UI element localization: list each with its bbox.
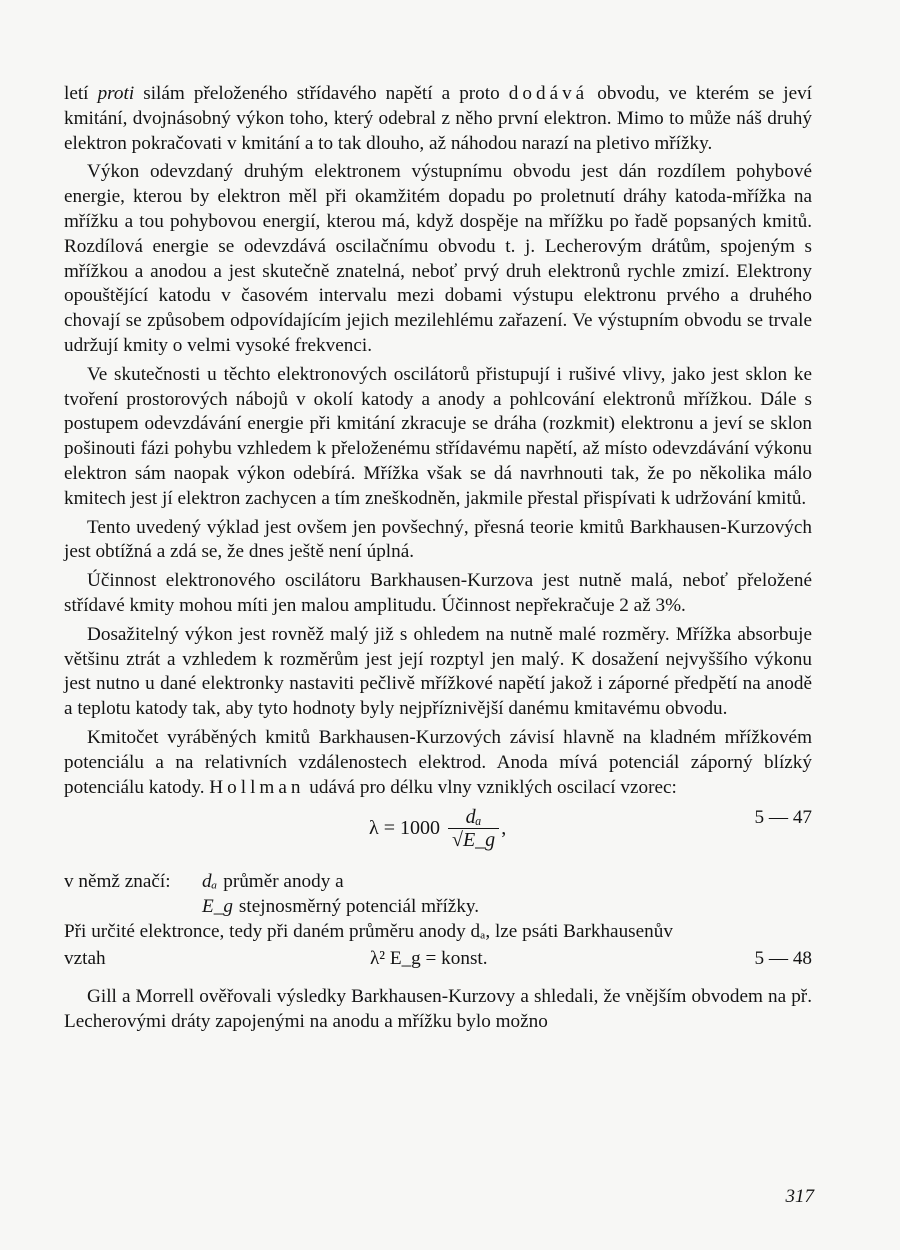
paragraph: Při určité elektronce, tedy při daném průměru anody dₐ, lze psáti Barkhausenův — [64, 920, 673, 942]
definition-symbol: E_g — [202, 896, 233, 918]
fraction-denominator: √E_g — [448, 828, 499, 851]
text: Kmitočet vyráběných kmitů Barkhausen-Kurzových závisí hlavně na kladném mřížkovém potenciálu a na relativních vzdálenostech elektrod. Anoda mívá potenciál záporný blízký potenciálu katody. — [64, 726, 812, 798]
page-number: 317 — [785, 1186, 814, 1207]
equation-number: 5 — 47 — [754, 807, 812, 829]
definition-lead: v němž značí: — [64, 871, 171, 893]
page-body — [64, 82, 812, 1038]
fraction — [448, 806, 499, 851]
text: silám přeloženého střídavého napětí a proto — [134, 83, 509, 104]
formula — [369, 806, 506, 851]
equation-5-48 — [64, 945, 812, 975]
paragraph — [64, 82, 812, 156]
equation-lead: vztah — [64, 947, 106, 969]
paragraph: Výkon odevzdaný druhým elektronem výstupnímu obvodu jest dán rozdílem pohybové energie, kterou by elektron měl při okamžitém dopadu po proletnutí dráhy katoda-mřížka na mřížku a tou pohybovou energií, kterou má, když dospěje na mřížku po řadě popsaných kmitů. Rozdílová energie se odevzdává oscilačnímu obvodu t. j. Lecherovým drátům, spojeným s mřížkou a anodou a jest skutečně znatelná, neboť prvý druh elektronů rychle zmizí. Elektrony opouštějící katodu v časovém intervalu mezi dobami výstupu elektronu prvého a druhého chovají se způsobem odpovídajícím jejich mezilehlému zařazení. Ve výstupním obvodu se trvale udržují kmity o velmi vysoké frekvenci. — [64, 161, 812, 356]
text-spaced: Hollman — [209, 776, 305, 798]
paragraph: Dosažitelný výkon jest rovněž malý již s ohledem na nutně malé rozměry. Mřížka absorbuje většinu ztrát a vzhledem k rozměrům jest její rozptyl jen malý. K dosažení nejvyššího výkonu jest nutno u dané elektronky nastaviti pečlivě mřížkové napětí jakož i záporné předpětí na anodě a teplotu katody tak, aby tyto hodnoty byly nejpříznivější danému kmitavému obvodu. — [64, 623, 812, 720]
equation-5-47 — [64, 804, 812, 868]
text: udává pro délku vlny vzniklých oscilací vzorec: — [304, 776, 677, 798]
definition-row — [64, 870, 812, 895]
definition-text: průměr anody a — [223, 871, 344, 893]
definition-row — [64, 895, 812, 920]
text: obvodu, ve kterém se jeví kmitání, dvojnásobný výkon toho, který odebral z něho první elektron. Mimo to může náš druhý elektron pokračovati v kmitání a to tak dlouho, až náhodou narazí na pletivo mřížky. — [64, 83, 813, 154]
text-spaced: dodává — [508, 83, 589, 104]
definitions — [64, 870, 812, 920]
paragraph: Gill a Morrell ověřovali výsledky Barkhausen-Kurzovy a shledali, že vnějším obvodem na př. Lecherovými dráty zapojenými na anodu a mřížku bylo možno — [64, 985, 812, 1032]
definition-text: stejnosměrný potenciál mřížky. — [238, 896, 480, 918]
formula-comma: , — [501, 817, 507, 840]
text: letí — [64, 83, 98, 104]
paragraph: Tento uvedený výklad jest ovšem jen povšechný, přesná teorie kmitů Barkhausen-Kurzových jest obtížná a zdá se, že dnes ještě není úplná. — [64, 516, 812, 563]
paragraph — [64, 726, 812, 800]
formula-lhs: λ = 1000 — [369, 817, 440, 840]
fraction-numerator: dₐ — [465, 806, 482, 829]
paragraph: Ve skutečnosti u těchto elektronových oscilátorů přistupují i rušivé vlivy, jako jest sklon ke tvoření prostorových nábojů v okolí katody a anody a pohlcování elektronů mřížkou. Dále s postupem odevzdávání energie při kmitání zkracuje se dráha (rozkmit) elektronu a jeví se sklon pošinouti fázi pohybu vzhledem k přeloženému střídavému napětí, až místo odevzdávání výkonu elektron sám naopak výkon odebírá. Mřížka však se dá navrhnouti tak, že po několika málo kmitech jest jí elektron zachycen a tím zneškodněn, jakmile přestal přispívati k udržování kmitů. — [64, 363, 812, 509]
equation-number: 5 — 48 — [754, 947, 812, 969]
formula: λ² E_g = konst. — [370, 947, 488, 969]
text-emphasis: proti — [97, 83, 135, 104]
paragraph: Účinnost elektronového oscilátoru Barkhausen-Kurzova jest nutně malá, neboť přeložené střídavé kmity mohou míti jen malou amplitudu. Účinnost nepřekračuje 2 až 3%. — [64, 570, 812, 616]
definition-symbol: dₐ — [202, 871, 218, 893]
